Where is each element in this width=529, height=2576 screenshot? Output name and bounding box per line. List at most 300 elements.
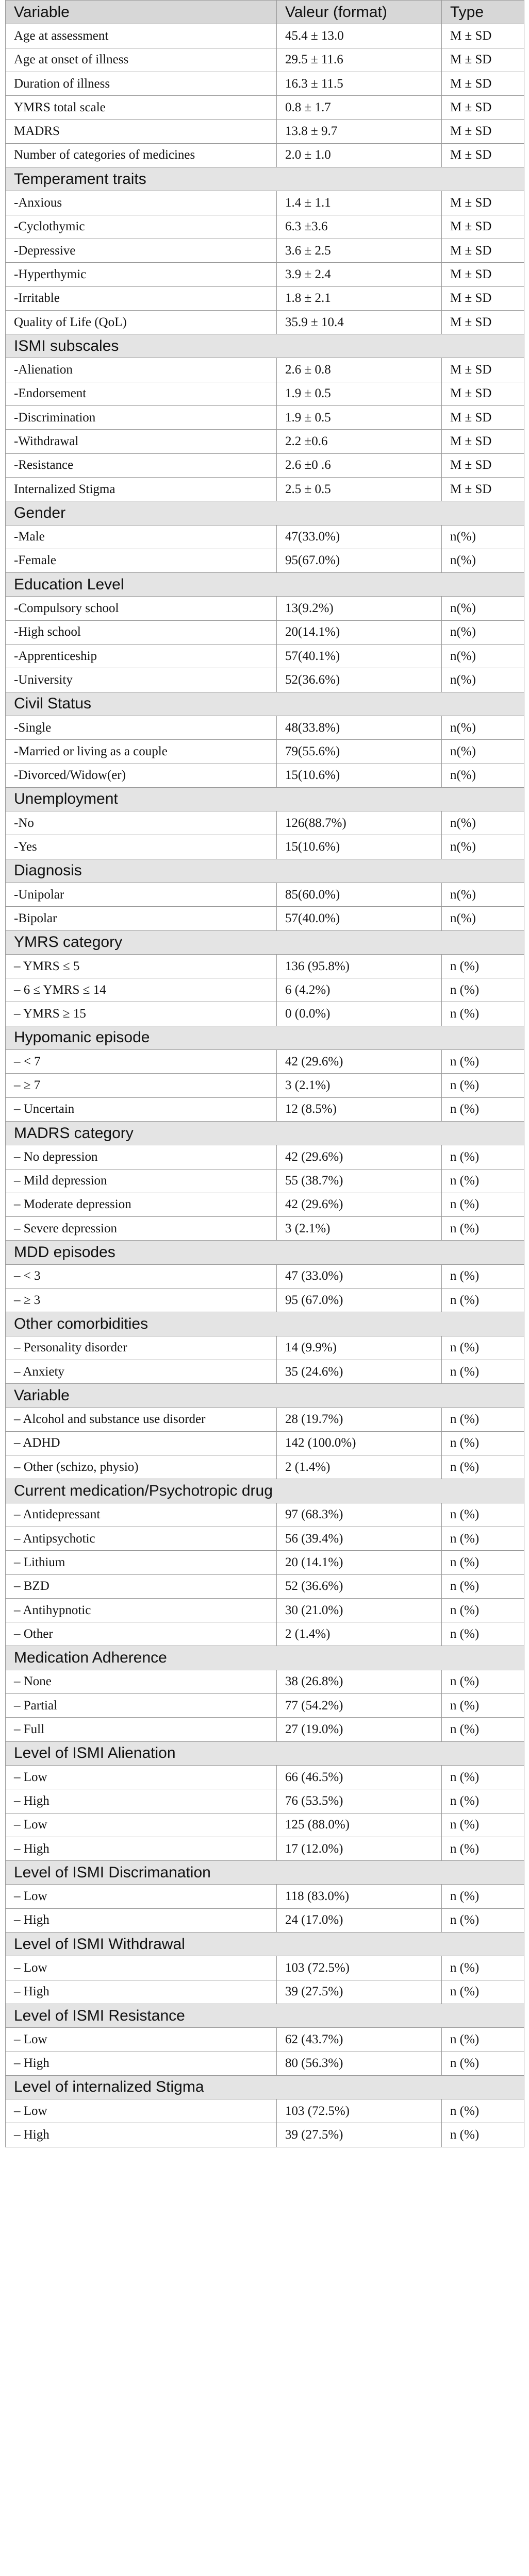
variable-cell: – Low [6,1765,277,1789]
variable-cell: -Resistance [6,453,277,477]
type-cell: M ± SD [442,310,524,334]
variable-cell: – Moderate depression [6,1193,277,1216]
type-cell: M ± SD [442,358,524,382]
value-cell: 2.2 ±0.6 [277,430,442,453]
value-cell: 47 (33.0%) [277,1264,442,1288]
variable-cell: -High school [6,620,277,644]
value-cell: 126(88.7%) [277,811,442,835]
type-cell: M ± SD [442,286,524,310]
type-cell: n (%) [442,1598,524,1622]
table-body [6,24,524,2147]
type-cell: n (%) [442,1169,524,1193]
value-cell: 47(33.0%) [277,525,442,549]
variable-cell: -Endorsement [6,382,277,405]
value-cell: 3 (2.1%) [277,1074,442,1097]
type-cell: n (%) [442,2052,524,2075]
value-cell: 29.5 ± 11.6 [277,48,442,72]
variable-cell: -Alienation [6,358,277,382]
section-label: Education Level [6,573,524,597]
table-row [6,2123,524,2147]
table-section-row [6,2075,524,2099]
value-cell: 125 (88.0%) [277,1813,442,1837]
type-cell: n (%) [442,1885,524,1908]
section-label: Temperament traits [6,167,524,191]
value-cell: 56 (39.4%) [277,1527,442,1551]
variable-cell: -Bipolar [6,907,277,930]
type-cell: n (%) [442,1289,524,1312]
variable-cell: – None [6,1670,277,1693]
type-cell: n (%) [442,1145,524,1169]
value-cell: 13.8 ± 9.7 [277,120,442,143]
type-cell: M ± SD [442,72,524,95]
table-row [6,96,524,120]
table-row [6,1264,524,1288]
type-cell: n(%) [442,525,524,549]
table-row [6,430,524,453]
variable-cell: -Female [6,549,277,572]
table-row [6,1360,524,1383]
type-cell: M ± SD [442,96,524,120]
table-row [6,48,524,72]
characteristics-table [5,0,524,2147]
value-cell: 0.8 ± 1.7 [277,96,442,120]
variable-cell: – Anxiety [6,1360,277,1383]
table-row [6,1718,524,1741]
value-cell: 42 (29.6%) [277,1145,442,1169]
type-cell: n (%) [442,1217,524,1241]
table-section-row [6,2004,524,2027]
type-cell: n (%) [442,1002,524,1026]
section-label: Current medication/Psychotropic drug [6,1479,524,1503]
variable-cell: -Anxious [6,191,277,215]
type-cell: n(%) [442,907,524,930]
variable-cell: – No depression [6,1145,277,1169]
type-cell: n(%) [442,668,524,692]
type-cell: M ± SD [442,263,524,286]
variable-cell: Number of categories of medicines [6,143,277,167]
value-cell: 95(67.0%) [277,549,442,572]
table-row [6,1694,524,1718]
type-cell: n (%) [442,1694,524,1718]
variable-cell: – ADHD [6,1431,277,1455]
section-label: Level of ISMI Withdrawal [6,1933,524,1956]
table-section-row [6,1312,524,1336]
variable-cell: -Apprenticeship [6,645,277,668]
header-value-format: Valeur (format) [277,1,442,24]
type-cell: n (%) [442,1622,524,1646]
table-row [6,1574,524,1598]
variable-cell: – High [6,1837,277,1860]
type-cell: n (%) [442,2123,524,2147]
type-cell: n (%) [442,1264,524,1288]
value-cell: 136 (95.8%) [277,954,442,978]
table-row [6,1503,524,1527]
variable-cell: – 6 ≤ YMRS ≤ 14 [6,978,277,1002]
value-cell: 35 (24.6%) [277,1360,442,1383]
table-row [6,406,524,430]
value-cell: 95 (67.0%) [277,1289,442,1312]
type-cell: n (%) [442,1503,524,1527]
type-cell: n (%) [442,2028,524,2052]
type-cell: n (%) [442,978,524,1002]
table-row [6,2099,524,2123]
table-row [6,1097,524,1121]
variable-cell: -No [6,811,277,835]
table-section-row [6,1384,524,1408]
section-label: Other comorbidities [6,1312,524,1336]
type-cell: n (%) [442,1193,524,1216]
variable-cell: – ≥ 3 [6,1289,277,1312]
type-cell: M ± SD [442,120,524,143]
table-row [6,1765,524,1789]
variable-cell: – < 3 [6,1264,277,1288]
table-row [6,72,524,95]
value-cell: 2 (1.4%) [277,1455,442,1479]
table-row [6,120,524,143]
value-cell: 1.4 ± 1.1 [277,191,442,215]
table-row [6,1169,524,1193]
variable-cell: – Low [6,2028,277,2052]
table-section-row [6,930,524,954]
type-cell: n (%) [442,1431,524,1455]
value-cell: 103 (72.5%) [277,2099,442,2123]
table-row [6,1408,524,1431]
table-header-row [6,1,524,24]
type-cell: n(%) [442,764,524,787]
variable-cell: Age at onset of illness [6,48,277,72]
variable-cell: YMRS total scale [6,96,277,120]
table-section-row [6,787,524,811]
type-cell: M ± SD [442,477,524,501]
type-cell: M ± SD [442,430,524,453]
value-cell: 52 (36.6%) [277,1574,442,1598]
variable-cell: – Personality disorder [6,1336,277,1360]
type-cell: n (%) [442,2099,524,2123]
value-cell: 103 (72.5%) [277,1956,442,1980]
value-cell: 2.6 ± 0.8 [277,358,442,382]
table-row [6,1455,524,1479]
table-row [6,477,524,501]
variable-cell: -Male [6,525,277,549]
value-cell: 39 (27.5%) [277,1980,442,2004]
variable-cell: -University [6,668,277,692]
type-cell: M ± SD [442,382,524,405]
table-section-row [6,1479,524,1503]
type-cell: n(%) [442,835,524,859]
table-row [6,1431,524,1455]
value-cell: 2.6 ±0 .6 [277,453,442,477]
table-row [6,1527,524,1551]
type-cell: n (%) [442,1574,524,1598]
variable-cell: – Antidepressant [6,1503,277,1527]
table-section-row [6,1861,524,1885]
variable-cell: – Mild depression [6,1169,277,1193]
table-row [6,1289,524,1312]
variable-cell: – ≥ 7 [6,1074,277,1097]
type-cell: M ± SD [442,215,524,239]
table-row [6,239,524,262]
value-cell: 20(14.1%) [277,620,442,644]
value-cell: 142 (100.0%) [277,1431,442,1455]
type-cell: n (%) [442,1813,524,1837]
table-section-row [6,1241,524,1264]
table-row [6,286,524,310]
variable-cell: – High [6,1789,277,1813]
type-cell: n(%) [442,740,524,764]
type-cell: n(%) [442,620,524,644]
table-row [6,2052,524,2075]
variable-cell: – < 7 [6,1050,277,1074]
table-row [6,764,524,787]
table-row [6,1551,524,1574]
table-row [6,1002,524,1026]
table-section-row [6,1933,524,1956]
value-cell: 16.3 ± 11.5 [277,72,442,95]
table-row [6,597,524,620]
value-cell: 2 (1.4%) [277,1622,442,1646]
type-cell: M ± SD [442,406,524,430]
table-row [6,1956,524,1980]
table-row [6,1813,524,1837]
type-cell: n (%) [442,954,524,978]
variable-cell: Age at assessment [6,24,277,48]
table-row [6,191,524,215]
value-cell: 14 (9.9%) [277,1336,442,1360]
type-cell: M ± SD [442,48,524,72]
variable-cell: -Cyclothymic [6,215,277,239]
type-cell: n (%) [442,1718,524,1741]
section-label: Hypomanic episode [6,1026,524,1049]
value-cell: 20 (14.1%) [277,1551,442,1574]
variable-cell: – Low [6,1956,277,1980]
variable-cell: – YMRS ≤ 5 [6,954,277,978]
section-label: Gender [6,501,524,525]
variable-cell: – Low [6,1885,277,1908]
value-cell: 118 (83.0%) [277,1885,442,1908]
value-cell: 27 (19.0%) [277,1718,442,1741]
table-row [6,883,524,906]
table-section-row [6,501,524,525]
type-cell: n (%) [442,1050,524,1074]
table-row [6,1336,524,1360]
variable-cell: -Discrimination [6,406,277,430]
value-cell: 3.6 ± 2.5 [277,239,442,262]
value-cell: 0 (0.0%) [277,1002,442,1026]
variable-cell: – High [6,1980,277,2004]
variable-cell: – Low [6,2099,277,2123]
section-label: Diagnosis [6,859,524,883]
variable-cell: – Alcohol and substance use disorder [6,1408,277,1431]
variable-cell: Internalized Stigma [6,477,277,501]
table-row [6,716,524,739]
table-section-row [6,167,524,191]
value-cell: 17 (12.0%) [277,1837,442,1860]
value-cell: 80 (56.3%) [277,2052,442,2075]
section-label: Civil Status [6,692,524,716]
variable-cell: – Antihypnotic [6,1598,277,1622]
variable-cell: -Hyperthymic [6,263,277,286]
type-cell: n(%) [442,883,524,906]
type-cell: n (%) [442,1455,524,1479]
value-cell: 6.3 ±3.6 [277,215,442,239]
table-row [6,1908,524,1932]
value-cell: 1.8 ± 2.1 [277,286,442,310]
value-cell: 2.5 ± 0.5 [277,477,442,501]
value-cell: 2.0 ± 1.0 [277,143,442,167]
type-cell: M ± SD [442,453,524,477]
table-row [6,1193,524,1216]
table-section-row [6,1121,524,1145]
variable-cell: -Unipolar [6,883,277,906]
value-cell: 66 (46.5%) [277,1765,442,1789]
table-row [6,382,524,405]
type-cell: n (%) [442,1789,524,1813]
section-label: Unemployment [6,787,524,811]
value-cell: 97 (68.3%) [277,1503,442,1527]
value-cell: 15(10.6%) [277,764,442,787]
header-type: Type [442,1,524,24]
table-row [6,549,524,572]
variable-cell: – Severe depression [6,1217,277,1241]
value-cell: 1.9 ± 0.5 [277,406,442,430]
variable-cell: -Irritable [6,286,277,310]
value-cell: 3.9 ± 2.4 [277,263,442,286]
variable-cell: – Other [6,1622,277,1646]
value-cell: 57(40.1%) [277,645,442,668]
table-section-row [6,1646,524,1670]
value-cell: 24 (17.0%) [277,1908,442,1932]
table-row [6,1074,524,1097]
table-row [6,1670,524,1693]
value-cell: 48(33.8%) [277,716,442,739]
type-cell: n (%) [442,1360,524,1383]
value-cell: 28 (19.7%) [277,1408,442,1431]
table-section-row [6,1741,524,1765]
type-cell: n (%) [442,1956,524,1980]
variable-cell: – High [6,2123,277,2147]
type-cell: n(%) [442,549,524,572]
section-label: MDD episodes [6,1241,524,1264]
value-cell: 55 (38.7%) [277,1169,442,1193]
section-label: Level of ISMI Resistance [6,2004,524,2027]
type-cell: M ± SD [442,239,524,262]
table-section-row [6,1026,524,1049]
table-row [6,907,524,930]
table-row [6,310,524,334]
table-row [6,1598,524,1622]
type-cell: n (%) [442,1670,524,1693]
variable-cell: – Low [6,1813,277,1837]
table-row [6,1789,524,1813]
table-section-row [6,334,524,358]
variable-cell: -Married or living as a couple [6,740,277,764]
variable-cell: Duration of illness [6,72,277,95]
variable-cell: -Yes [6,835,277,859]
value-cell: 42 (29.6%) [277,1193,442,1216]
table-row [6,1980,524,2004]
table-row [6,215,524,239]
variable-cell: -Single [6,716,277,739]
value-cell: 62 (43.7%) [277,2028,442,2052]
variable-cell: -Compulsory school [6,597,277,620]
value-cell: 1.9 ± 0.5 [277,382,442,405]
section-label: Level of ISMI Discrimanation [6,1861,524,1885]
value-cell: 79(55.6%) [277,740,442,764]
variable-cell: -Depressive [6,239,277,262]
value-cell: 76 (53.5%) [277,1789,442,1813]
value-cell: 42 (29.6%) [277,1050,442,1074]
value-cell: 12 (8.5%) [277,1097,442,1121]
type-cell: n (%) [442,1336,524,1360]
type-cell: n (%) [442,1837,524,1860]
variable-cell: – Antipsychotic [6,1527,277,1551]
type-cell: n (%) [442,1765,524,1789]
type-cell: n (%) [442,1527,524,1551]
value-cell: 77 (54.2%) [277,1694,442,1718]
table-row [6,668,524,692]
section-label: MADRS category [6,1121,524,1145]
table-row [6,1145,524,1169]
type-cell: M ± SD [442,143,524,167]
section-label: Level of internalized Stigma [6,2075,524,2099]
section-label: ISMI subscales [6,334,524,358]
variable-cell: – Other (schizo, physio) [6,1455,277,1479]
table-row [6,978,524,1002]
table-row [6,1837,524,1860]
header-variable: Variable [6,1,277,24]
table-section-row [6,692,524,716]
value-cell: 15(10.6%) [277,835,442,859]
table-row [6,954,524,978]
table-row [6,1217,524,1241]
table-row [6,263,524,286]
variable-cell: – Uncertain [6,1097,277,1121]
table-row [6,1050,524,1074]
type-cell: M ± SD [442,24,524,48]
value-cell: 13(9.2%) [277,597,442,620]
table-section-row [6,573,524,597]
table-row [6,2028,524,2052]
type-cell: M ± SD [442,191,524,215]
table-row [6,453,524,477]
variable-cell: MADRS [6,120,277,143]
type-cell: n(%) [442,716,524,739]
value-cell: 52(36.6%) [277,668,442,692]
table-row [6,811,524,835]
value-cell: 57(40.0%) [277,907,442,930]
type-cell: n (%) [442,1408,524,1431]
value-cell: 39 (27.5%) [277,2123,442,2147]
variable-cell: – Partial [6,1694,277,1718]
variable-cell: – YMRS ≥ 15 [6,1002,277,1026]
value-cell: 38 (26.8%) [277,1670,442,1693]
section-label: YMRS category [6,930,524,954]
section-label: Medication Adherence [6,1646,524,1670]
variable-cell: Quality of Life (QoL) [6,310,277,334]
table-row [6,620,524,644]
section-label: Variable [6,1384,524,1408]
value-cell: 3 (2.1%) [277,1217,442,1241]
table-row [6,358,524,382]
table-row [6,1622,524,1646]
table-row [6,1885,524,1908]
table-row [6,525,524,549]
variable-cell: -Withdrawal [6,430,277,453]
type-cell: n (%) [442,1551,524,1574]
table-row [6,24,524,48]
type-cell: n (%) [442,1980,524,2004]
table-row [6,835,524,859]
